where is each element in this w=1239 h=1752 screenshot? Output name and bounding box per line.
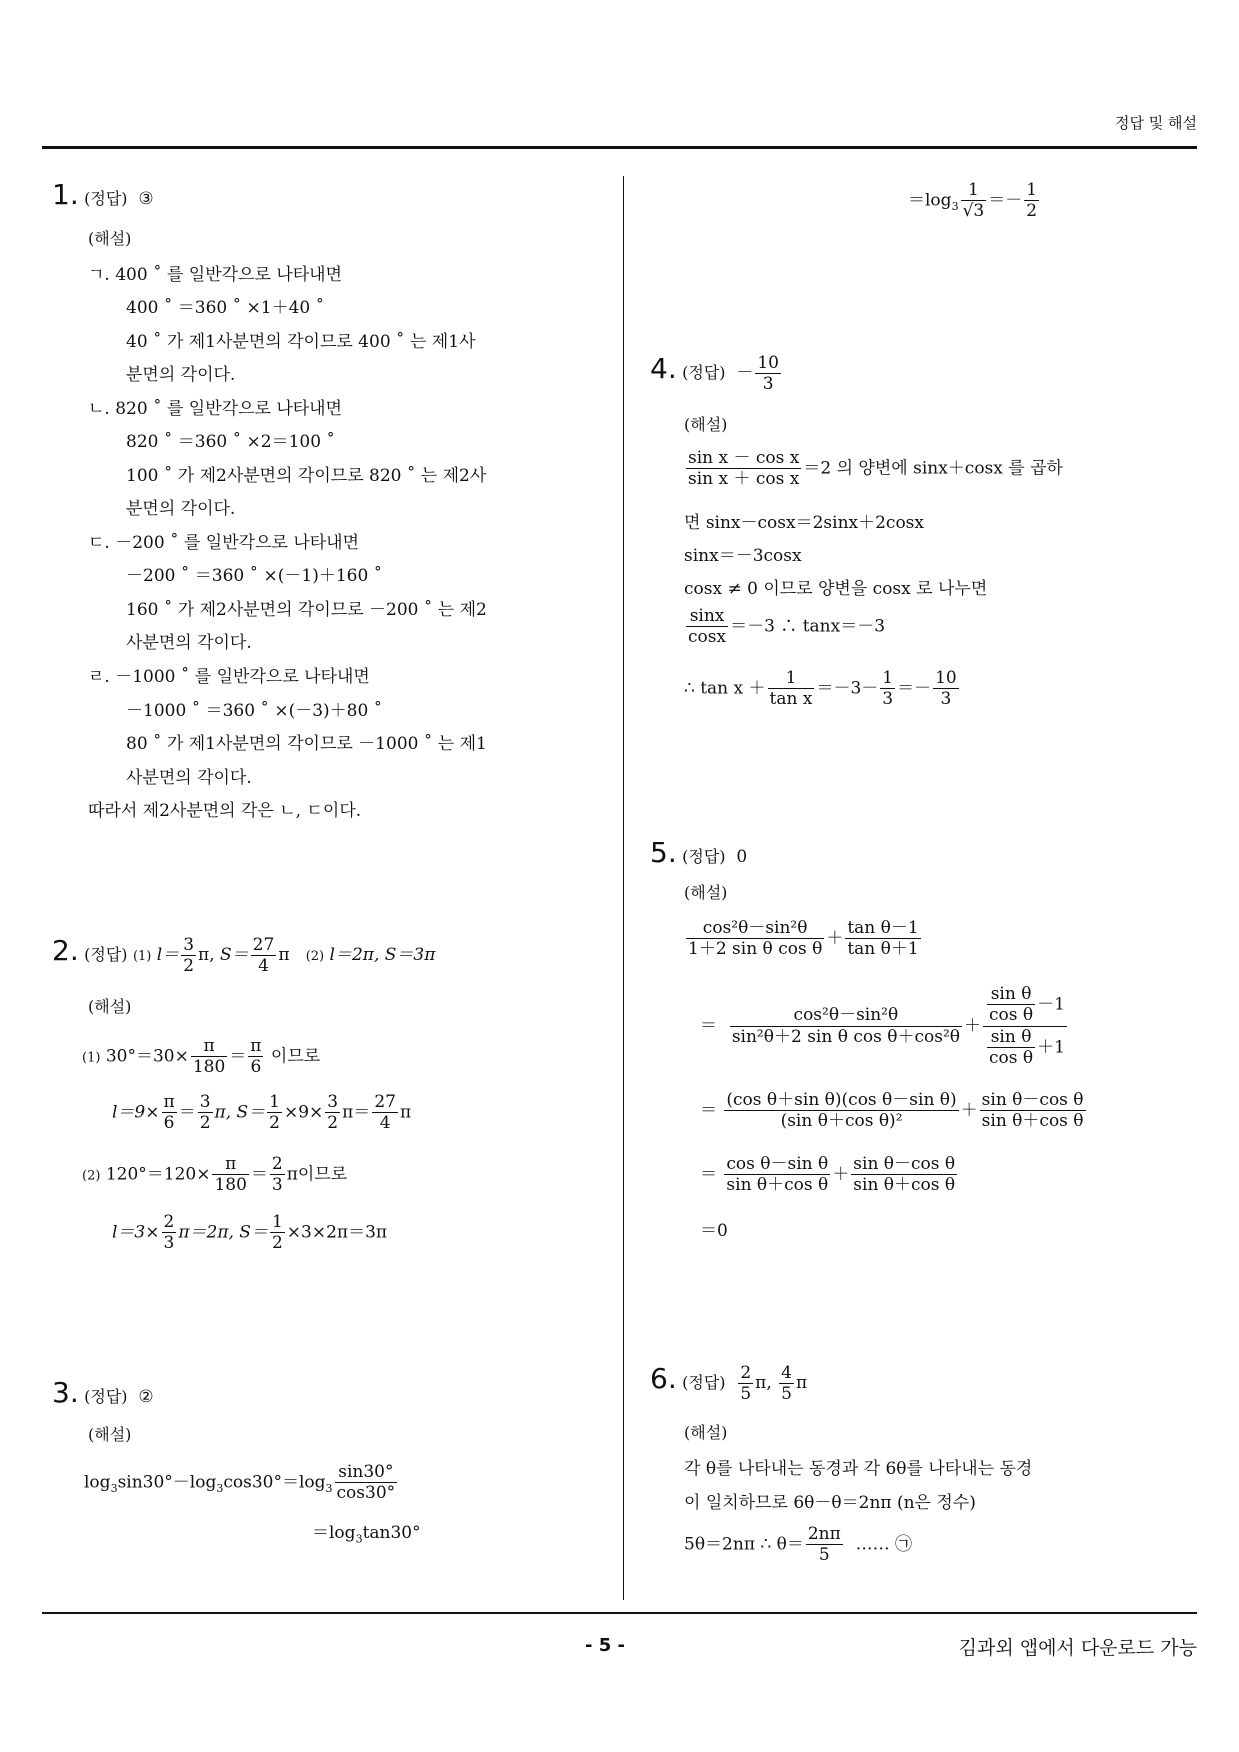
q2-step-1: (1) 30°＝30× $\frac{\pi}{180}$ ＝ $\frac{\pi}{6}$ 이므로: [82, 1036, 321, 1078]
q4-number: 4.: [650, 352, 677, 385]
q2-answer-label: (정답): [84, 945, 128, 964]
q6-step-2: 이 일치하므로 6θ－θ＝2nπ (n은 정수): [684, 1493, 976, 1513]
q3-continued: $=\log_3$ $\frac{1}{√3}$ ＝－ $\frac{1}{2}$: [908, 180, 1038, 222]
q4-step-4: cosx ≠ 0 이므로 양변을 cosx 로 나누면: [684, 579, 988, 599]
q5-step-3: ＝ $\frac{\text{(cos θ＋sin θ)(cos θ－sin θ)}}{\text{(sin θ＋cos θ)²}}$ ＋ $\frac{\text{sin θ－cos θ}}{\text{sin θ＋cos θ}}$: [700, 1090, 1084, 1132]
q5-step-4: ＝ $\frac{\text{cos θ－sin θ}}{\text{sin θ＋cos θ}}$ ＋ $\frac{\text{sin θ－cos θ}}{\text{sin θ＋cos θ}}$: [700, 1154, 956, 1196]
q5-step-1: $\frac{\text{cos²θ－sin²θ}}{\text{1＋2 sin θ cos θ}}$ ＋ $\frac{\text{tan θ－1}}{\text{tan θ＋1}}$: [688, 918, 919, 960]
header-rule: [42, 146, 1197, 149]
column-divider: [623, 176, 624, 1600]
q4-step-5: $\frac{\sin x}{\cos x}$ ＝－3 ∴ tanx＝－3: [688, 606, 886, 648]
q6-step-1: 각 θ를 나타내는 동경과 각 6θ를 나타내는 동경: [684, 1459, 1033, 1479]
footer-rule: [42, 1612, 1197, 1614]
q5-result: ＝0: [700, 1221, 728, 1241]
q1-line: 분면의 각이다.: [126, 499, 236, 519]
q3-answer: ②: [138, 1387, 154, 1407]
q2-step-3: (2) 120°＝120× $\frac{\pi}{180}$ ＝ $\frac{2}{3}$ π이므로: [82, 1154, 348, 1196]
q5-answer-label: (정답): [682, 847, 726, 866]
q3-step-2: $=\log_3\tan 30^\circ$: [312, 1523, 421, 1546]
q4-answer-label: (정답): [682, 363, 726, 382]
q6-answer-label: (정답): [682, 1373, 726, 1392]
q1-line: 160 ˚ 가 제2사분면의 각이므로 －200 ˚ 는 제2: [126, 600, 487, 620]
q2-answer-2: l＝2π, S＝3π: [329, 945, 436, 965]
q1-line: －200 ˚ ＝360 ˚ ×(－1)＋160 ˚: [126, 566, 383, 586]
q5-solution-label: (해설): [684, 883, 728, 902]
q1-line: 100 ˚ 가 제2사분면의 각이므로 820 ˚ 는 제2사: [126, 466, 487, 486]
fraction: $\frac{3}{2}$: [183, 934, 195, 976]
q2-solution-label: (해설): [88, 997, 132, 1016]
q1-line: 사분면의 각이다.: [126, 633, 252, 653]
q1-solution-label: (해설): [88, 229, 132, 248]
q1-answer: ③: [138, 189, 154, 209]
q6-solution-label: (해설): [684, 1423, 728, 1442]
q4-step-3: sinx＝－3cosx: [684, 546, 802, 566]
q5-step-2: ＝ $\frac{\text{cos²θ－sin²θ}}{\text{sin²θ＋2 sin θ cos θ＋cos²θ}}$ ＋ $\frac{\text{sin θ}}{\text{cos θ}}$ －1 $\frac{\text{sin θ}}{\text{cos θ}}$ ＋1: [700, 984, 1065, 1069]
q4-step-2: 면 sinx－cosx＝2sinx＋2cosx: [684, 513, 924, 533]
q6-number: 6.: [650, 1362, 677, 1395]
q1-line: ㄱ. 400 ˚ 를 일반각으로 나타내면: [88, 265, 343, 285]
q1-line: 400 ˚ ＝360 ˚ ×1＋40 ˚: [126, 298, 325, 318]
q6-answer: $\frac{2}{5}$: [740, 1362, 752, 1404]
q3-answer-label: (정답): [84, 1387, 128, 1406]
header-title: 정답 및 해설: [1115, 114, 1197, 132]
q1-line: 80 ˚ 가 제1사분면의 각이므로 －1000 ˚ 는 제1: [126, 734, 487, 754]
q2-number: 2.: [52, 934, 79, 967]
q3-solution-label: (해설): [88, 1425, 132, 1444]
q6-step-3: 5θ＝2nπ ∴ θ＝ $\frac{2n\pi}{5}$ …… ㉠: [684, 1524, 913, 1566]
q2-step-4: l＝3× $\frac{2}{3}$ π＝2π, S＝ $\frac{1}{2}$ ×3×2π＝3π: [112, 1212, 388, 1254]
footer-note: 김과외 앱에서 다운로드 가능: [958, 1637, 1197, 1659]
q4-step-6: ∴ tan x ＋ $\frac{1}{\text{tan x}}$ ＝－3－ $\frac{1}{3}$ ＝－ $\frac{10}{3}$: [684, 668, 957, 710]
q3-step-1: $\log_3\sin 30^\circ-\log_3\cos 30^\circ=\log_3$ $\frac{\sin 30^\circ}{\cos 30^\circ}$: [84, 1462, 396, 1504]
fraction: $\frac{27}{4}$: [252, 934, 275, 976]
q1-line: 40 ˚ 가 제1사분면의 각이므로 400 ˚ 는 제1사: [126, 332, 476, 352]
q1-line: 사분면의 각이다.: [126, 768, 252, 788]
q1-line: ㄹ. －1000 ˚ 를 일반각으로 나타내면: [88, 667, 370, 687]
q1-line: －1000 ˚ ＝360 ˚ ×(－3)＋80 ˚: [126, 701, 383, 721]
q4-step-1: $\frac{\text{sin x － cos x}}{\text{sin x ＋ cos x}}$ ＝2 의 양변에 sinx＋cosx 를 곱하: [688, 448, 1063, 490]
q1-line: 820 ˚ ＝360 ˚ ×2＝100 ˚: [126, 432, 335, 452]
q1-line: 따라서 제2사분면의 각은 ㄴ, ㄷ이다.: [88, 801, 362, 821]
q1-answer-label: (정답): [84, 189, 128, 208]
q1-number: 1.: [52, 178, 79, 211]
q1-line: ㄷ. －200 ˚ 를 일반각으로 나타내면: [88, 533, 360, 553]
q5-number: 5.: [650, 836, 677, 869]
q1-line: 분면의 각이다.: [126, 365, 236, 385]
q2-part-1-label: (1): [132, 949, 152, 964]
q3-number: 3.: [52, 1376, 79, 1409]
page-number: - 5 -: [585, 1635, 625, 1656]
q2-answer-1: l＝: [156, 945, 180, 965]
q2-step-2: l＝9× $\frac{\pi}{6}$ ＝ $\frac{3}{2}$ π, S＝ $\frac{1}{2}$ ×9× $\frac{3}{2}$ π＝ $\frac{27}{4}$ π: [112, 1092, 412, 1134]
q4-answer: －: [736, 363, 754, 383]
q4-solution-label: (해설): [684, 415, 728, 434]
q1-line: ㄴ. 820 ˚ 를 일반각으로 나타내면: [88, 399, 343, 419]
q2-part-2-label: (2): [305, 949, 325, 964]
q5-answer: 0: [736, 847, 748, 867]
